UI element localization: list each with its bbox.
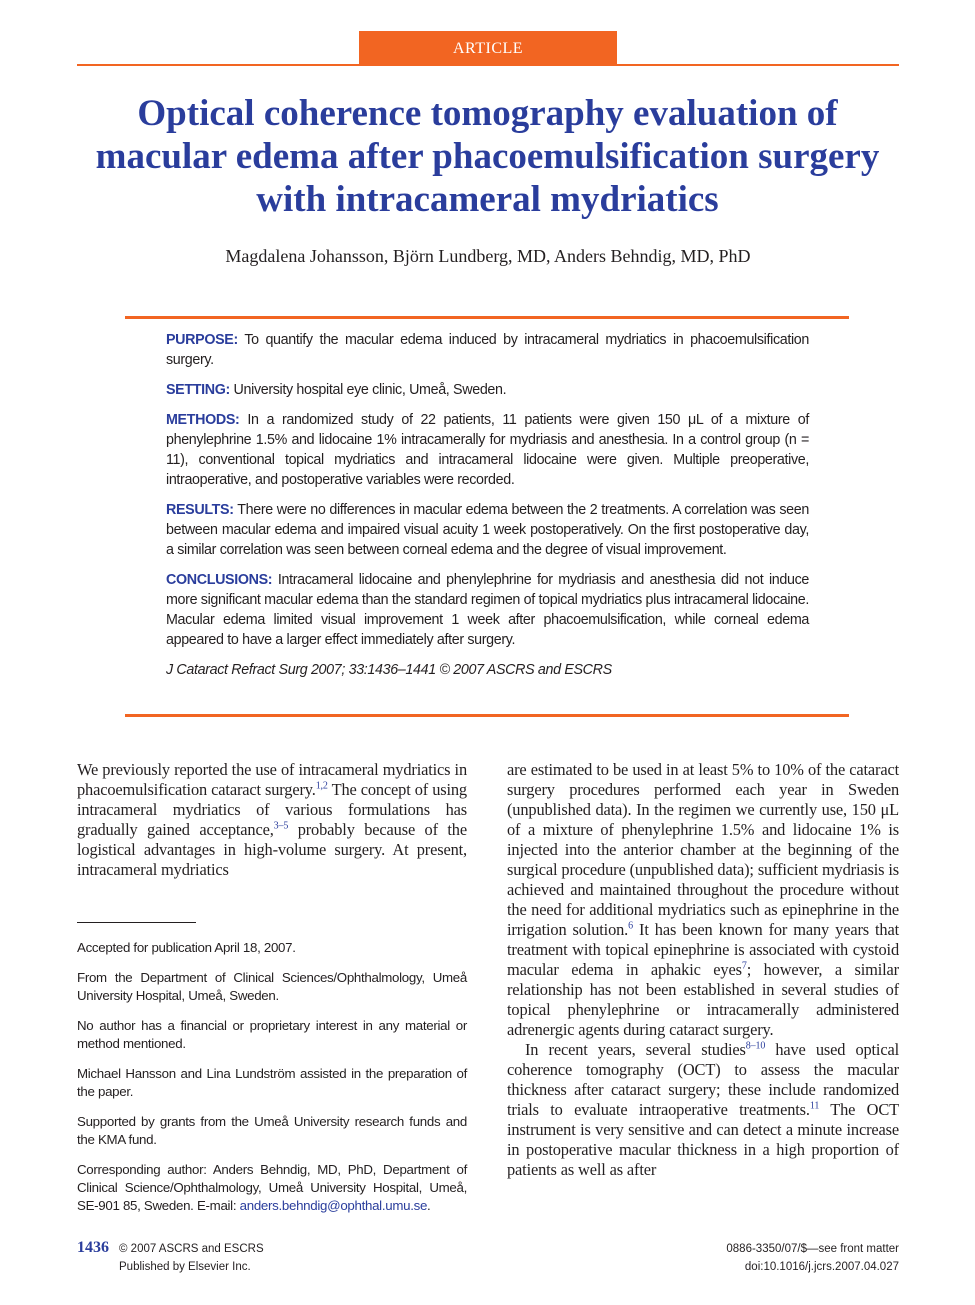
reference-link[interactable]: 3–5 [273, 820, 289, 832]
body-text: ; however, a similar relationship has not been established in several studies of topical phenylephrine or intracamerally administered adrenergic agents during cataract surgery. [507, 960, 899, 1039]
abstract-results [166, 500, 809, 560]
setting-label: SETTING: [166, 382, 230, 398]
author-list: Magdalena Johansson, Björn Lundberg, MD, Anders Behndig, MD, PhD [225, 246, 751, 266]
body-paragraph [507, 760, 899, 1040]
conclusions-text: Intracameral lidocaine and phenylephrine for mydriasis and anesthesia did not induce more significant macular edema than the standard regimen of topical mydriatics plus intracameral lidocaine. Macular edema limited visual improvement 1 week after phacoemulsification, while corneal edema appeared to have a larger effect immediately after surgery. [166, 572, 809, 648]
body-text: The concept of using intracameral mydriatics of various formulations has gradually gained acceptance, [77, 780, 467, 839]
abstract-purpose [166, 330, 809, 370]
reference-link[interactable]: 1,2 [315, 780, 328, 792]
page-number: 1436 [77, 1239, 109, 1256]
body-text: In recent years, several studies [525, 1040, 746, 1059]
footer-publisher: Published by Elsevier Inc. [119, 1261, 251, 1273]
footer-copyright: © 2007 ASCRS and ESCRS [119, 1243, 264, 1255]
methods-text: In a randomized study of 22 patients, 11 patients were given 150 μL of a mixture of phenylephrine 1.5% and lidocaine 1% intracamerally for mydriasis and anesthesia. In a control group (n = 11), conventional topical mydriatics and intracameral lidocaine were given. Multiple preoperative, intraoperative, and postoperative variables were recorded. [166, 412, 809, 488]
setting-text: University hospital eye clinic, Umeå, Sweden. [233, 382, 507, 398]
methods-label: METHODS: [166, 412, 240, 428]
body-left-column [77, 760, 467, 880]
article-type-badge: ARTICLE [359, 31, 617, 65]
footnote-rule [77, 922, 196, 923]
body-text: probably because of the logistical advantages in high-volume surgery. At present, intracameral mydriatics [77, 820, 467, 879]
article-title: Optical coherence tomography evaluation of macular edema after phacoemulsification surgery with intracameral mydriatics [95, 93, 880, 220]
purpose-text: To quantify the macular edema induced by intracameral mydriatics in phacoemulsification surgery. [166, 332, 809, 368]
purpose-label: PURPOSE: [166, 332, 238, 348]
reference-link[interactable]: 6 [628, 920, 633, 932]
body-text: have used optical coherence tomography (OCT) to assess the macular thickness after cataract surgery; these include randomized trials to evaluate intraoperative treatments. [507, 1040, 899, 1119]
abstract-top-rule [125, 316, 849, 319]
abstract-methods [166, 410, 809, 490]
abstract-setting [166, 380, 809, 400]
reference-link[interactable]: 11 [809, 1100, 820, 1112]
results-label: RESULTS: [166, 502, 234, 518]
article-notes [77, 939, 467, 1227]
results-text: There were no differences in macular edema between the 2 treatments. A correlation was seen between macular edema and impaired visual acuity 1 week postoperatively. On the first postoperative day, a similar correlation was seen between corneal edema and the degree of visual improvement. [166, 502, 809, 558]
acknowledgment-note: Michael Hansson and Lina Lundström assisted in the preparation of the paper. [77, 1066, 467, 1099]
body-text: are estimated to be used in at least 5% to 10% of the cataract surgery procedures performed each year in Sweden (unpublished data). In the regimen we currently use, 150 μL of a mixture of phenylephrine 1.5% and lidocaine 1% is injected into the anterior chamber at the beginning of the surgical procedure (unpublished data); sufficient mydriasis is achieved and maintained throughout the procedure without the need for additional mydriatics such as epinephrine in the irrigation solution. [507, 760, 899, 939]
corresponding-text: Corresponding author: Anders Behndig, MD, PhD, Department of Clinical Science/Ophthalmology, Umeå University Hospital, Umeå, SE-901 85, Sweden. E-mail: [77, 1162, 467, 1213]
disclosure-note: No author has a financial or proprietary interest in any material or method mentioned. [77, 1018, 467, 1051]
email-link[interactable]: anders.behndig@ophthal.umu.se [239, 1198, 428, 1213]
body-right-column [507, 760, 899, 1180]
footer-doi: doi:10.1016/j.jcrs.2007.04.027 [744, 1261, 899, 1273]
conclusions-label: CONCLUSIONS: [166, 572, 273, 588]
journal-citation: J Cataract Refract Surg 2007; 33:1436–1441 © 2007 ASCRS and ESCRS [166, 662, 612, 678]
funding-note: Supported by grants from the Umeå University research funds and the KMA fund. [77, 1114, 467, 1147]
body-text: The OCT instrument is very sensitive and can detect a minute increase in postoperative macular thickness in a high proportion of patients as well as after [507, 1100, 899, 1179]
accepted-note: Accepted for publication April 18, 2007. [77, 940, 296, 955]
affiliation-note: From the Department of Clinical Sciences/Ophthalmology, Umeå University Hospital, Umeå, Sweden. [77, 970, 467, 1003]
corresponding-author-note [77, 1161, 467, 1215]
body-text: We previously reported the use of intracameral mydriatics in phacoemulsification cataract surgery. [77, 760, 467, 799]
corresponding-period: . [427, 1198, 431, 1213]
abstract-conclusions [166, 570, 809, 650]
body-text: It has been known for many years that treatment with topical epinephrine is associated with cystoid macular edema in aphakic eyes [507, 920, 900, 979]
abstract-bottom-rule [125, 714, 849, 717]
footer-issn: 0886-3350/07/$—see front matter [726, 1243, 899, 1255]
reference-link[interactable]: 7 [741, 960, 747, 972]
reference-link[interactable]: 8–10 [745, 1040, 766, 1052]
abstract [166, 330, 809, 690]
header-rule [77, 64, 899, 66]
body-paragraph [507, 1040, 899, 1180]
body-paragraph [77, 760, 467, 880]
